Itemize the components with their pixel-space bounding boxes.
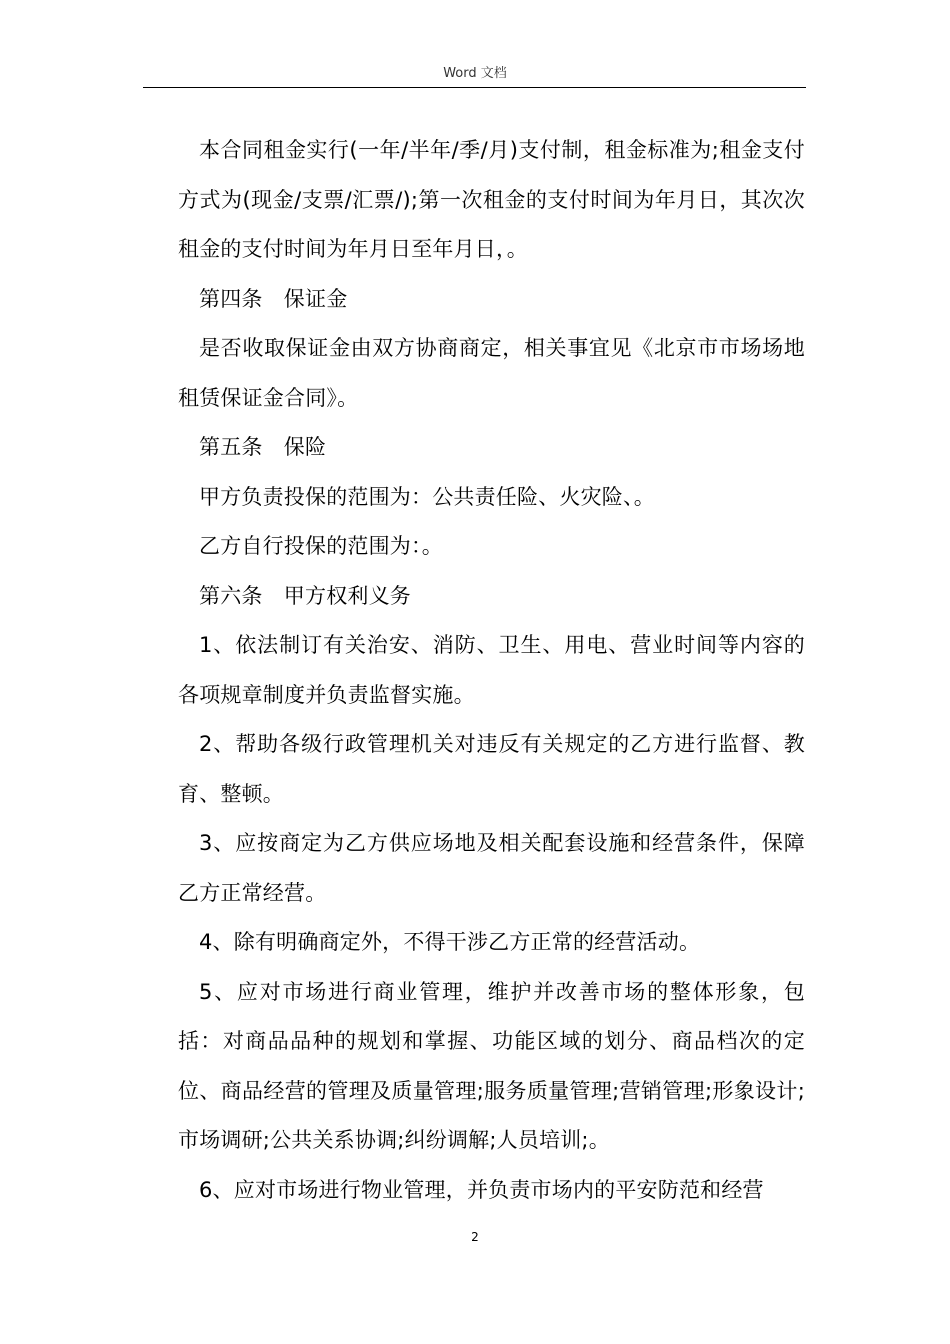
paragraph-item-4: 4、除有明确商定外，不得干涉乙方正常的经营活动。 [199, 930, 701, 954]
page-number: 2 [471, 1230, 479, 1244]
header-divider [143, 87, 806, 88]
paragraph-deposit: 是否收取保证金由双方协商商定，相关事宜见《北京市市场场地租赁保证金合同》。 [178, 336, 805, 410]
paragraph-insurance-party-b: 乙方自行投保的范围为：。 [199, 534, 443, 558]
header-title: Word 文档 [443, 66, 507, 81]
paragraph-rent-payment: 本合同租金实行(一年/半年/季/月)支付制，租金标准为;租金支付方式为(现金/支票/汇票/);第一次租金的支付时间为年月日，其次次租金的支付时间为年月日至年月日，。 [178, 138, 805, 261]
heading-article-5: 第五条 保险 [199, 435, 327, 459]
paragraph-item-3: 3、应按商定为乙方供应场地及相关配套设施和经营条件，保障乙方正常经营。 [178, 831, 805, 905]
paragraph-item-5: 5、应对市场进行商业管理，维护并改善市场的整体形象，包括：对商品品种的规划和掌握、功能区域的划分、商品档次的定位、商品经营的管理及质量管理;服务质量管理;营销管理;形象设计;市场调研;公共关系协调;纠纷调解;人员培训;。 [178, 979, 805, 1152]
heading-article-4: 第四条 保证金 [199, 286, 348, 311]
paragraph-item-1: 1、依法制订有关治安、消防、卫生、用电、营业时间等内容的各项规章制度并负责监督实施。 [178, 633, 805, 707]
paragraph-insurance-party-a: 甲方负责投保的范围为：公共责任险、火灾险、。 [199, 484, 655, 509]
document-body [178, 126, 805, 1215]
paragraph-item-2: 2、帮助各级行政管理机关对违反有关规定的乙方进行监督、教育、整顿。 [178, 732, 805, 806]
paragraph-item-6: 6、应对市场进行物业管理，并负责市场内的平安防范和经营 [199, 1177, 764, 1202]
heading-article-6: 第六条 甲方权利义务 [199, 583, 411, 608]
